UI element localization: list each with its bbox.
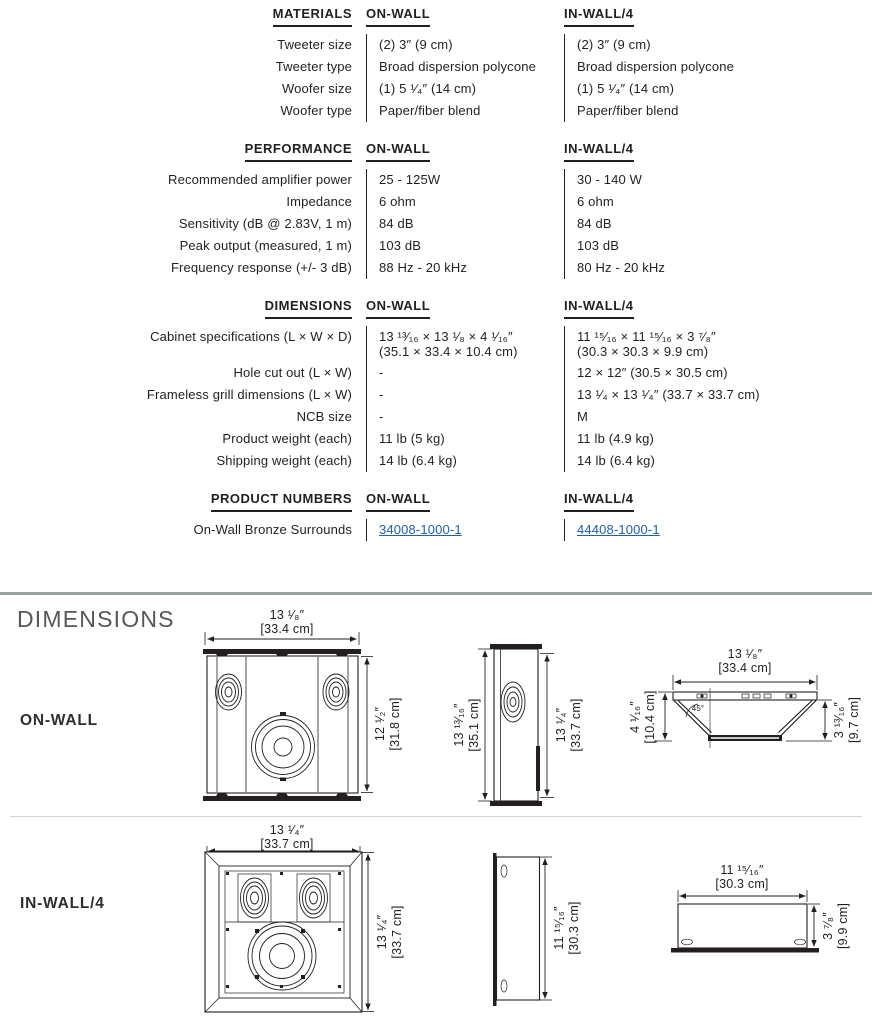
onwall-top-view-drawing [614, 638, 872, 756]
spec-row-label: Frameless grill dimensions (L × W) [146, 387, 352, 402]
section-materials [0, 6, 872, 122]
spec-row-label: Frequency response (+/- 3 dB) [170, 260, 352, 275]
spec-value-inwall: 13 ¹⁄₄ × 13 ¹⁄₄″ (33.7 × 33.7 cm) [564, 384, 872, 406]
grill-height-dimension-inches: 13 ¹⁄₄″ [554, 707, 568, 743]
top-width-dimension-inches: 13 ¹⁄₈″ [727, 647, 763, 661]
width-dimension-cm: [33.7 cm] [260, 837, 314, 851]
depth-dimension-inches: 3 ⁷⁄₈″ [821, 912, 835, 940]
spec-value-inwall: 11 ¹⁵⁄₁₆ × 11 ¹⁵⁄₁₆ × 3 ⁷⁄₈″ (30.3 × 30.3 × 9.9 cm) [564, 326, 872, 362]
inwall-front-view-drawing [196, 816, 412, 1020]
spec-row-label: Tweeter size [277, 37, 352, 52]
inwall-top-view-drawing [638, 856, 872, 964]
spec-row-label: Hole cut out (L × W) [233, 365, 352, 380]
spec-value-inwall: 30 - 140 W [564, 169, 872, 191]
column-header-onwall: ON-WALL [366, 491, 564, 519]
product-number-onwall-link[interactable]: 34008-1000-1 [379, 522, 462, 537]
spec-value-inwall: (1) 5 ¹⁄₄″ (14 cm) [564, 78, 872, 100]
inwall-side-view-drawing [468, 846, 600, 1014]
height-dimension-cm: [33.7 cm] [390, 905, 404, 959]
spec-value-inwall: 103 dB [564, 235, 872, 257]
spec-value-onwall: 84 dB [366, 213, 564, 235]
product-number-onwall-cell [366, 519, 564, 541]
spec-value-onwall: - [366, 384, 564, 406]
spec-row-label: Shipping weight (each) [216, 453, 352, 468]
depth-dimension-cm: [9.9 cm] [836, 902, 850, 950]
spec-value-inwall: 84 dB [564, 213, 872, 235]
section-dimensions [0, 298, 872, 472]
height-dimension-inches: 13 ¹⁄₄″ [375, 914, 389, 950]
spec-row-label: Peak output (measured, 1 m) [179, 238, 352, 253]
spec-value-inwall: Broad dispersion polycone [564, 56, 872, 78]
spec-value-onwall: (1) 5 ¹⁄₄″ (14 cm) [366, 78, 564, 100]
spec-value-onwall: 103 dB [366, 235, 564, 257]
width-dimension-cm: [33.4 cm] [260, 622, 314, 636]
spec-value-onwall: 25 - 125W [366, 169, 564, 191]
spec-row-label: Product weight (each) [222, 431, 352, 446]
spec-value-onwall: Broad dispersion polycone [366, 56, 564, 78]
grill-height-dimension-cm: [33.7 cm] [569, 698, 583, 752]
spec-row-label: NCB size [296, 409, 352, 424]
dimensions-heading: DIMENSIONS [17, 606, 175, 632]
section-divider [0, 592, 872, 595]
section-performance [0, 141, 872, 279]
spec-value-onwall: 6 ohm [366, 191, 564, 213]
onwall-side-view-drawing [448, 636, 600, 814]
spec-value-inwall: 6 ohm [564, 191, 872, 213]
depth-dimension-cm: [10.4 cm] [643, 690, 657, 744]
section-header-materials [0, 6, 366, 34]
spec-value-onwall: 14 lb (6.4 kg) [366, 450, 564, 472]
height-dimension-cm: [30.3 cm] [567, 901, 581, 955]
width-dimension-inches: 11 ¹⁵⁄₁₆″ [720, 863, 764, 877]
width-dimension-inches: 13 ¹⁄₄″ [269, 823, 305, 837]
column-header-inwall: IN-WALL/4 [564, 141, 872, 169]
height-dimension-inches: 11 ¹⁵⁄₁₆″ [552, 906, 566, 950]
spec-value-inwall: 12 × 12″ (30.5 × 30.5 cm) [564, 362, 872, 384]
section-header-dimensions: DIMENSIONS [0, 298, 366, 326]
spec-row-label: Woofer size [281, 81, 352, 96]
column-header-onwall: ON-WALL [366, 6, 564, 34]
spec-value-onwall: - [366, 406, 564, 428]
spec-row-label: Recommended amplifier power [168, 172, 352, 187]
side-height-dimension-cm: [35.1 cm] [467, 698, 481, 752]
section-header-performance: PERFORMANCE [0, 141, 366, 169]
spec-value-inwall: 80 Hz - 20 kHz [564, 257, 872, 279]
spec-value-inwall: Paper/fiber blend [564, 100, 872, 122]
spec-value-onwall: 13 ¹³⁄₁₆ × 13 ¹⁄₈ × 4 ¹⁄₁₆″ (35.1 × 33.4 × 10.4 cm) [366, 326, 564, 362]
section-title: MATERIALS [273, 6, 352, 27]
spec-value-inwall: M [564, 406, 872, 428]
spec-value-onwall: Paper/fiber blend [366, 100, 564, 122]
mounting-flange [671, 948, 819, 953]
spec-row-label: Sensitivity (dB @ 2.83V, 1 m) [178, 216, 352, 231]
column-header-onwall: ON-WALL [366, 141, 564, 169]
spec-row-label: Impedance [286, 194, 352, 209]
column-header-inwall: IN-WALL/4 [564, 6, 872, 34]
column-header-inwall: IN-WALL/4 [564, 491, 872, 519]
wall-bracket [536, 746, 540, 791]
onwall-front-view-drawing [196, 600, 412, 812]
width-dimension-cm: [30.3 cm] [715, 877, 769, 891]
spec-value-onwall: - [366, 362, 564, 384]
spec-value-onwall: 11 lb (5 kg) [366, 428, 564, 450]
product-number-inwall-cell [564, 519, 872, 541]
section-product-numbers [0, 491, 872, 541]
spec-value-inwall: 14 lb (6.4 kg) [564, 450, 872, 472]
spec-row-label: On-Wall Bronze Surrounds [193, 522, 352, 537]
inwall-row-label: IN-WALL/4 [20, 895, 105, 912]
spec-value-onwall: (2) 3″ (9 cm) [366, 34, 564, 56]
height-dimension-inches: 12 ¹⁄₂″ [373, 706, 387, 742]
top-width-dimension-cm: [33.4 cm] [718, 661, 772, 675]
width-dimension-inches: 13 ¹⁄₈″ [269, 608, 305, 622]
dimensions-drawing-area [0, 592, 872, 1020]
spec-row-label: Woofer type [280, 103, 352, 118]
depth-dimension-inches: 4 ¹⁄₁₆″ [628, 701, 642, 733]
column-header-onwall: ON-WALL [366, 298, 564, 326]
side-height-dimension-inches: 13 ¹³⁄₁₆″ [452, 703, 466, 747]
box-depth-dimension-inches: 3 ¹³⁄₁₆″ [832, 701, 846, 739]
onwall-row-label: ON-WALL [20, 712, 98, 729]
spec-value-onwall: 88 Hz - 20 kHz [366, 257, 564, 279]
box-depth-dimension-cm: [9.7 cm] [847, 696, 861, 744]
bevel-angle-label: 45° [691, 704, 705, 713]
row-divider [10, 816, 862, 817]
spec-row-label: Tweeter type [275, 59, 352, 74]
spec-row-label: Cabinet specifications (L × W × D) [150, 329, 352, 344]
height-dimension-cm: [31.8 cm] [388, 697, 402, 751]
section-header-product-numbers: PRODUCT NUMBERS [0, 491, 366, 519]
spec-value-inwall: (2) 3″ (9 cm) [564, 34, 872, 56]
column-header-inwall: IN-WALL/4 [564, 298, 872, 326]
spec-value-inwall: 11 lb (4.9 kg) [564, 428, 872, 450]
product-number-inwall-link[interactable]: 44408-1000-1 [577, 522, 660, 537]
